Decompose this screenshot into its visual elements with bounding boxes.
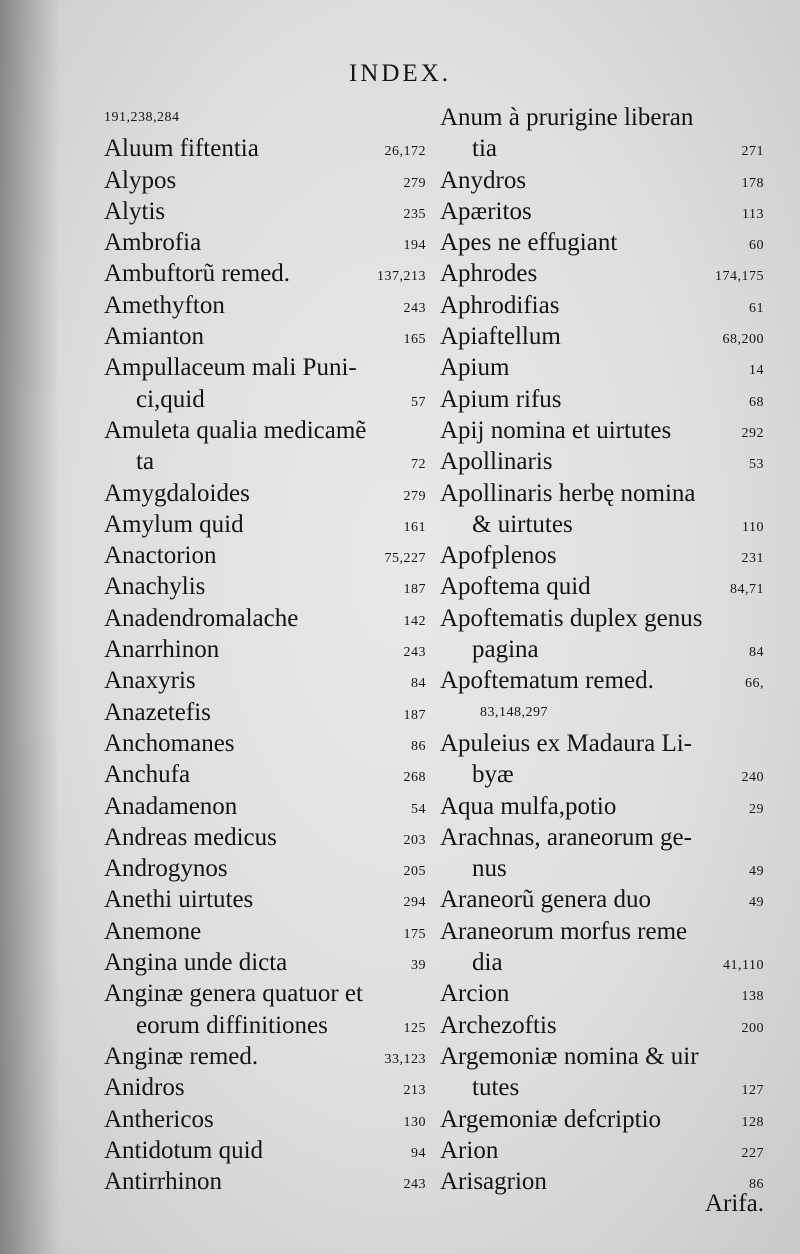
index-term: Antirrhinon (104, 1168, 223, 1196)
index-entry (440, 1135, 764, 1166)
index-entry (440, 947, 764, 978)
right-column (440, 102, 764, 1197)
index-entry (440, 634, 764, 665)
page-reference: 235 (403, 206, 426, 222)
index-entry (104, 728, 426, 759)
index-term: Apæritos (440, 197, 532, 225)
index-entry (440, 1104, 764, 1135)
index-term: Apiaftellum (440, 323, 561, 351)
index-term: Anginæ remed. (104, 1042, 259, 1070)
index-term: tutes (472, 1074, 520, 1102)
page-reference: 72 (411, 457, 426, 473)
page-reference: 200 (741, 1020, 764, 1036)
index-term: Apuleius ex Madaura Li- (440, 729, 693, 757)
index-term: Argemoniæ defcriptio (440, 1105, 662, 1133)
page-reference: 53 (749, 457, 764, 473)
index-entry (440, 697, 764, 728)
index-term: Arisagrion (440, 1168, 547, 1196)
index-term: 83,148,297 (480, 704, 548, 720)
index-entry (440, 978, 764, 1009)
index-term: Apes ne effugiant (440, 229, 618, 257)
index-entry (440, 227, 764, 258)
index-entry (104, 1010, 426, 1041)
page-reference: 130 (403, 1114, 426, 1130)
index-entry (104, 978, 426, 1009)
page-reference: 75,227 (384, 551, 426, 567)
page-reference: 194 (403, 238, 426, 254)
page-reference: 84 (749, 645, 764, 661)
index-entry (104, 227, 426, 258)
page-reference: 174,175 (715, 269, 764, 285)
index-entry (104, 571, 426, 602)
index-term: Aluum fiftentia (104, 135, 259, 163)
index-entry (104, 196, 426, 227)
page-reference: 231 (741, 551, 764, 567)
page-reference: 84 (411, 676, 426, 692)
index-entry (104, 102, 426, 133)
catchword: Arifa. (705, 1190, 764, 1217)
page-reference: 110 (742, 519, 764, 535)
index-entry (104, 540, 426, 571)
index-entry (440, 165, 764, 196)
page-reference: 29 (749, 801, 764, 817)
index-entry (104, 1104, 426, 1135)
index-term: Amygdaloides (104, 479, 250, 507)
index-entry (440, 509, 764, 540)
index-entry (104, 290, 426, 321)
page-reference: 271 (741, 144, 764, 160)
index-entry (104, 352, 426, 383)
page-reference: 49 (749, 864, 764, 880)
page-reference: 205 (403, 864, 426, 880)
index-entry (104, 603, 426, 634)
index-term: Apoftematis duplex genus (440, 604, 703, 632)
index-term: Anydros (440, 166, 527, 194)
index-term: Amianton (104, 323, 204, 351)
index-entry (440, 603, 764, 634)
index-term: Apoftematum remed. (440, 667, 654, 695)
index-entry (440, 196, 764, 227)
index-entry (104, 822, 426, 853)
page-reference: 26,172 (384, 144, 426, 160)
index-entry (104, 759, 426, 790)
page-reference: 187 (403, 707, 426, 723)
page-reference: 243 (403, 645, 426, 661)
index-term: Anaxyris (104, 667, 196, 695)
page-reference: 68,200 (722, 332, 764, 348)
index-entry (440, 352, 764, 383)
index-entry (440, 290, 764, 321)
index-entry (440, 884, 764, 915)
index-term: Amylum quid (104, 510, 244, 538)
index-entry (440, 759, 764, 790)
index-entry (104, 165, 426, 196)
page-reference: 203 (403, 832, 426, 848)
index-term: Anidros (104, 1074, 185, 1102)
page-reference: 54 (411, 801, 426, 817)
index-term: Antidotum quid (104, 1136, 264, 1164)
index-entry (440, 728, 764, 759)
index-entry (104, 1072, 426, 1103)
index-term: Apollinaris (440, 448, 553, 476)
page-reference: 86 (411, 738, 426, 754)
index-entry (440, 665, 764, 696)
page-reference: 178 (741, 175, 764, 191)
index-term: Anarrhinon (104, 636, 220, 664)
index-term: Anginæ genera quatuor et (104, 980, 363, 1008)
index-term: Aphrodes (440, 260, 538, 288)
index-entry (440, 133, 764, 164)
index-term: tia (472, 135, 497, 163)
page-reference: 113 (742, 206, 764, 222)
index-term: Apium rifus (440, 385, 562, 413)
page-reference: 57 (411, 394, 426, 410)
index-term: dia (472, 949, 503, 977)
page-edge-shadow (0, 0, 60, 1254)
index-term: 191,238,284 (104, 110, 180, 125)
index-entry (104, 634, 426, 665)
index-entry (440, 916, 764, 947)
page-reference: 243 (403, 1177, 426, 1193)
index-term: Anadamenon (104, 792, 238, 820)
index-term: Anchomanes (104, 729, 235, 757)
page-reference: 240 (741, 770, 764, 786)
page-reference: 142 (403, 613, 426, 629)
index-entry (104, 697, 426, 728)
index-term: Anchufa (104, 761, 191, 789)
page-reference: 128 (741, 1114, 764, 1130)
page-reference: 227 (741, 1145, 764, 1161)
page-reference: 14 (749, 363, 764, 379)
index-term: Anachylis (104, 573, 206, 601)
page-header: INDEX. (348, 60, 451, 87)
index-entry (440, 791, 764, 822)
index-entry (104, 791, 426, 822)
index-entry (104, 446, 426, 477)
page-reference: 137,213 (377, 269, 426, 285)
index-entry (440, 571, 764, 602)
index-entry (440, 478, 764, 509)
index-entry (104, 916, 426, 947)
index-term: Apoftema quid (440, 573, 591, 601)
index-term: Archezoftis (440, 1011, 557, 1039)
index-entry (440, 102, 764, 133)
page-reference: 41,110 (723, 958, 764, 974)
index-term: Apofplenos (440, 542, 557, 570)
page-reference: 61 (749, 300, 764, 316)
page-reference: 49 (749, 895, 764, 911)
index-entry (104, 478, 426, 509)
index-term: Arion (440, 1136, 499, 1164)
index-term: Alypos (104, 166, 177, 194)
index-term: Ampullaceum mali Puni- (104, 354, 357, 382)
page-reference: 86 (749, 1177, 764, 1193)
index-entry (104, 947, 426, 978)
index-entry (440, 1041, 764, 1072)
index-entry (104, 321, 426, 352)
index-term: Anemone (104, 917, 202, 945)
index-term: Arachnas, araneorum ge- (440, 823, 692, 851)
index-entry (440, 415, 764, 446)
index-term: Anum à prurigine liberan (440, 104, 694, 131)
index-term: Anethi uirtutes (104, 886, 254, 914)
index-term: ta (136, 448, 155, 476)
index-entry (440, 540, 764, 571)
page-reference: 279 (403, 488, 426, 504)
index-entry (440, 258, 764, 289)
index-term: Aqua mulfa,potio (440, 792, 617, 820)
index-term: Amuleta qualia medicamẽ (104, 416, 367, 444)
index-term: Anadendromalache (104, 604, 299, 632)
page-reference: 94 (411, 1145, 426, 1161)
index-entry (104, 384, 426, 415)
index-term: Araneorum morfus reme (440, 917, 688, 945)
page-reference: 292 (741, 425, 764, 441)
page-reference: 161 (403, 519, 426, 535)
index-term: Apollinaris herbę nomina (440, 479, 696, 507)
index-term: nus (472, 855, 507, 883)
index-entry (104, 853, 426, 884)
page-reference: 60 (749, 238, 764, 254)
index-entry (440, 384, 764, 415)
index-entry (104, 415, 426, 446)
index-term: pagina (472, 636, 539, 664)
index-entry (440, 321, 764, 352)
index-term: Araneorũ genera duo (440, 886, 652, 914)
index-term: Anthericos (104, 1105, 214, 1133)
index-entry (440, 853, 764, 884)
index-term: eorum diffinitiones (136, 1011, 328, 1039)
page-reference: 127 (741, 1083, 764, 1099)
page-reference: 84,71 (730, 582, 764, 598)
index-entry (104, 884, 426, 915)
index-entry (104, 133, 426, 164)
index-entry (104, 1135, 426, 1166)
index-term: Amethyfton (104, 291, 225, 319)
index-term: Androgynos (104, 855, 228, 883)
index-entry (104, 1041, 426, 1072)
index-entry (104, 509, 426, 540)
index-term: & uirtutes (472, 510, 573, 538)
index-term: Ambrofia (104, 229, 202, 257)
index-entry (440, 1072, 764, 1103)
page-reference: 243 (403, 300, 426, 316)
index-entry (440, 1010, 764, 1041)
page-reference: 165 (403, 332, 426, 348)
index-term: Apium (440, 354, 510, 382)
index-entry (440, 822, 764, 853)
index-term: Anazetefis (104, 698, 211, 726)
page-reference: 187 (403, 582, 426, 598)
page-reference: 33,123 (384, 1051, 426, 1067)
index-term: Arcion (440, 980, 510, 1008)
index-term: Anactorion (104, 542, 217, 570)
index-entry (440, 446, 764, 477)
page-reference: 268 (403, 770, 426, 786)
index-term: Ambuftorũ remed. (104, 260, 291, 288)
index-entry (104, 1166, 426, 1197)
index-term: Alytis (104, 197, 166, 225)
page-reference: 66, (745, 676, 764, 692)
page-reference: 213 (403, 1083, 426, 1099)
index-term: Argemoniæ nomina & uir (440, 1042, 699, 1070)
index-term: Apij nomina et uirtutes (440, 416, 672, 444)
page-reference: 175 (403, 926, 426, 942)
index-entry (104, 258, 426, 289)
index-term: Andreas medicus (104, 823, 277, 851)
index-term: Aphrodifias (440, 291, 560, 319)
page-reference: 279 (403, 175, 426, 191)
page-reference: 39 (411, 958, 426, 974)
page-reference: 125 (403, 1020, 426, 1036)
index-term: byæ (472, 761, 514, 789)
page-reference: 138 (741, 989, 764, 1005)
left-column (104, 102, 426, 1197)
index-entry (104, 665, 426, 696)
page-reference: 294 (403, 895, 426, 911)
index-term: Angina unde dicta (104, 949, 288, 977)
page-reference: 68 (749, 394, 764, 410)
index-term: ci,quid (136, 385, 205, 413)
